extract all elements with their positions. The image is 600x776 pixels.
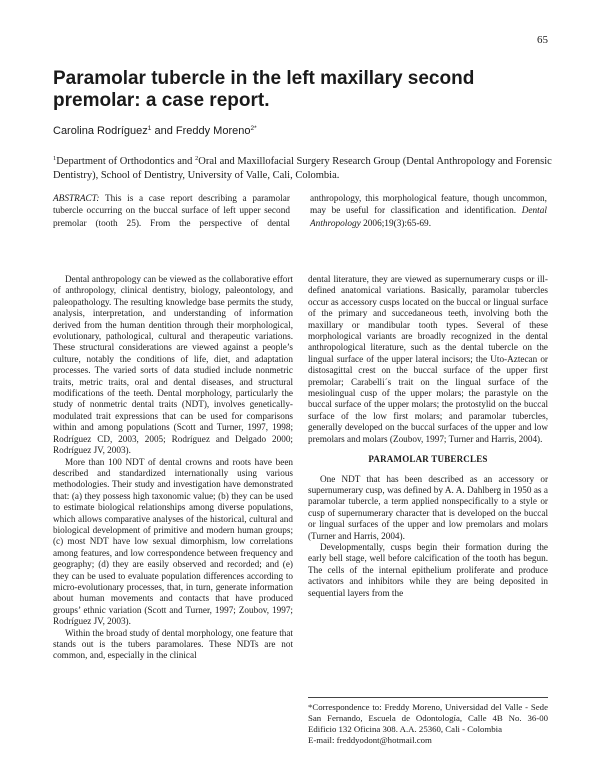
author-line [53, 125, 257, 137]
affiliation-part-1: Department of Orthodontics and [56, 156, 196, 167]
author-2-affiliation-mark: 2* [250, 125, 257, 132]
left-paragraph-3: Within the broad study of dental morphology, one feature that stands out is the tubers paramolares. These NDTs are not common, and, especially in the clinical [53, 627, 293, 661]
affiliation-part-2: Oral and Maxillofacial Surgery Research Group (Dental Anthropology and Forensic Dentistry), School of Dentistry, University of Valle, Cali, Colombia. [53, 156, 552, 181]
right-paragraph-1: dental literature, they are viewed as supernumerary cusps or ill-defined anatomical variations. Basically, paramolar tubercles occur as accessory cusps located on the buccal or lingual surface of the primary and succedaneous teeth, involving both the maxillary or mandibular tooth types. Several of these morphological variants are broadly recognized in the dental anthropological literature, such as the dental tubercle on the lingual surface of the upper lateral incisors; the Uto-Aztecan or distosagittal crest on the buccal surface of the upper first premolar; Carabelli´s trait on the lingual surface of the mesiolingual cusp of the upper molars; the parastyle on the buccal surface of the upper molars; the protostylid on the buccal surface of the low first molars; and paramolar tubercles, generally developed on the buccal surfaces of the upper and low premolars and molars (Zoubov, 1997; Turner and Harris, 2004). [308, 274, 548, 444]
abstract-text: This is a case report describing a paramolar tubercle occurring on the buccal surface of left upper second premolar (tooth 25). From the perspective of dental anthropology, this morphological feature, though uncommon, may be useful for classification and identification. [53, 194, 547, 229]
affiliation-mark-1: 1 [53, 155, 57, 162]
journal-citation: 2006;19(3):65-69. [360, 218, 432, 229]
journal-name: Dental Anthropology [310, 206, 547, 229]
author-name-2: Freddy Moreno [175, 125, 251, 137]
affiliation-mark-2: 2 [195, 155, 199, 162]
author-name-1: Carolina Rodríguez [53, 125, 148, 137]
footnote-email: E-mail: freddyodont@hotmail.com [308, 735, 432, 745]
abstract-label: ABSTRACT: [53, 194, 100, 204]
right-paragraph-3: Developmentally, cusps begin their formation during the early bell stage, well before calcification of the tooth has begun. The cells of the internal epithelium proliferate and produce activators and inhibitors while they are being deposited in sequential layers from the [308, 541, 548, 598]
correspondence-footnote [308, 702, 548, 746]
section-heading: PARAMOLAR TUBERCLES [368, 454, 488, 465]
right-paragraph-2: One NDT that has been described as an accessory or supernumerary cusp, was defined by A. A. Dahlberg in 1950 as a paramolar tubercle, a term applied nonspecifically to a style or cusp of supernumerary character that is developed on the buccal or lingual surfaces of the upper and low premolars and molars (Turner and Harris, 2004). [308, 473, 548, 541]
abstract [53, 193, 547, 230]
left-column [53, 274, 293, 662]
right-column [308, 274, 548, 599]
affiliation [53, 152, 553, 183]
left-paragraph-2: More than 100 NDT of dental crowns and roots have been described and standardized internationally using various methodologies. Their study and investigation have demonstrated that: (a) they possess high taxonomic value; (b) they can be used to estimate biological relationships among diverse populations, which allows comparative analyses of the historical, cultural and biological development of primitive and modern human groups; (c) most NDT have low sexual dimorphism, low correlations among features, and low correspondence between frequency and geography; (d) they are easily observed and recorded; and (e) they can be used to evaluate population differences according to micro-evolutionary processes, that, in turn, generate information about human movements and contacts that have produced groups’ ethnic variation (Scott and Turner, 1997; Zoubov, 1997; Rodríguez JV, 2003). [53, 456, 293, 627]
page-number: 65 [537, 34, 548, 46]
left-paragraph-1: Dental anthropology can be viewed as the collaborative effort of anthropology, clinical dentistry, biology, paleontology, and paleopathology. The resulting knowledge base permits the study, analysis, interpretation, and understanding of information derived from the human dentition through their morphological, evolutionary, pathological, cultural and therapeutic variations. These structural considerations are viewed against a people’s culture, notably the conditions of life, diet, and adaptation processes. The varied sorts of data studied include nonmetric traits, metric traits, oral and dental diseases, and structural modifications of the teeth. Dental morphology, particularly the study of nonmetric dental traits (NDT), involves genetically-modulated trait expressions that can be used for comparisons within and among populations (Scott and Turner, 1997, 1998; Rodríguez CD, 2003, 2005; Rodríguez and Delgado 2000; Rodríguez JV, 2003). [53, 274, 293, 456]
article-title: Paramolar tubercle in the left maxillary second premolar: a case report. [53, 68, 475, 111]
author-1-affiliation-mark: 1 [147, 125, 152, 132]
footnote-address: *Correspondence to: Freddy Moreno, Universidad del Valle - Sede San Fernando, Escuela de Odontología, Calle 4B No. 36-00 Edificio 132 Oficina 308. A.A. 25360, Cali - Colombia [308, 702, 548, 734]
footnote-divider [308, 697, 548, 698]
author-connector: and [151, 125, 176, 137]
